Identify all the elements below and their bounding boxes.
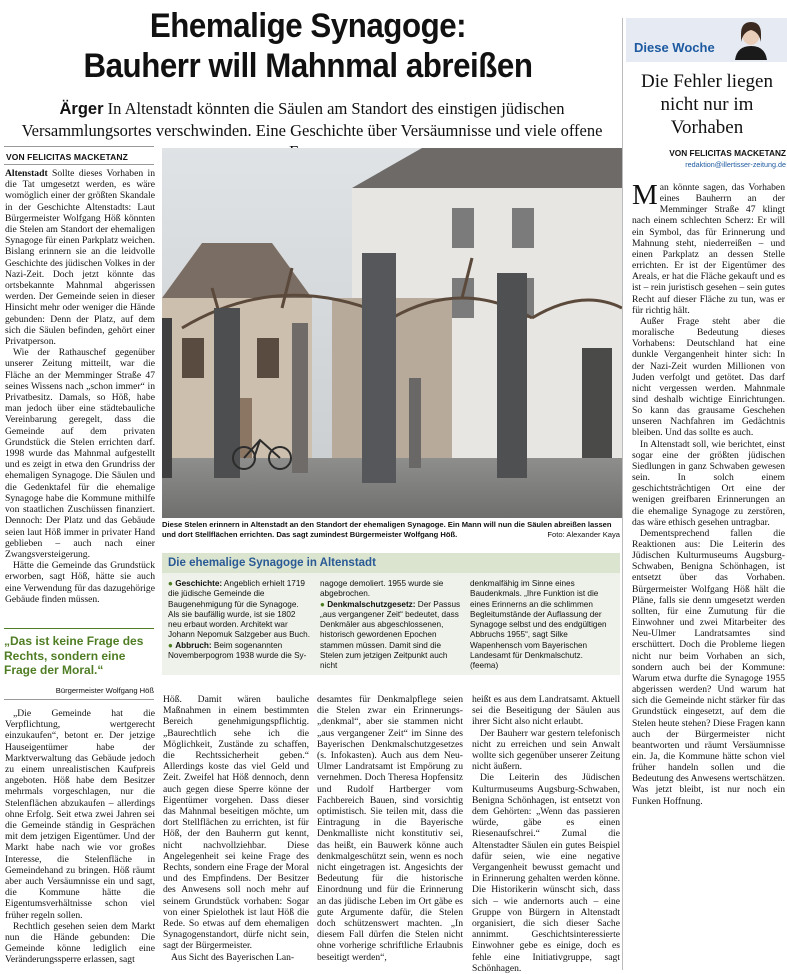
paragraph	[5, 168, 155, 347]
pull-quote-source: Bürgermeister Wolfgang Höß	[55, 685, 154, 695]
headline-line-1: Ehemalige Synagoge:	[149, 7, 467, 45]
article-column-4	[472, 694, 620, 974]
article-photo	[162, 148, 622, 518]
paragraph: „Die Gemeinde hat die Verpflichtung, wertgerecht einzukaufen“, betont er. Der jetzige Hauseigentümer habe der Marktverwaltung das Gebäude jedoch zu einem unrealistischen Kaufpreis angeboten. Höß habe dem Besitzer mehrmals vorgeschlagen, nur die Stelenflächen abzukaufen – allerdings ohne Erfolg. Seit etwa zwei Jahren sei die Gemeinde ständig in Gesprächen mit dem jetzigen Eigentümer. Und der Markt habe nach wie vor großes Interesse, die Stelenfläche in Gemeindehand zu bringen. Höß räumt aber auch Versäumnisse ein und sagt, die Kommune hätte die Eigentumsverhältnisse schon viel früher regeln sollen.	[5, 708, 155, 921]
paragraph: Dementsprechend fallen die Reaktionen aus: Die Leiterin des Jüdischen Kulturmuseums Augsburg-Schwaben, Benigna Schönhagen, ist entsetzt über das Vorhaben. Bürgermeister Wolfgang Höß hält die Pläne, falls sie denn umgesetzt werden sollten, für eine Zumutung für die Einwohner und zwei Mitarbeiter des Neu-Ulmer Landratsamtes sind erschüttert. Doch die Probleme liegen nicht nur beim Vorhaben an sich, sondern auch bei der Kommune: Warum etwa durfte die Synagoge 1955 abgerissen werden? Und warum hat sich die Gemeinde nicht stärker für das Grundstück eingesetzt, auf dem die Stelen heute stehen? Diese Fragen kann auch der Bürgermeister nicht beantworten und räumt Versäumnisse ein. Ja, die Kommune hätte schon viel früher handeln sollen und die Bedeutung des Anwesens wertschätzen. Was jetzt bleibt, ist nur noch ein Funken Hoffnung.	[632, 527, 785, 807]
paragraph: Hätte die Gemeinde das Grundstück erworben, sagt Höß, hätte sie auch eine Verwendung für das dazugehörige Gebäude finden müssen.	[5, 560, 155, 605]
comment-email-link[interactable]: redaktion@illertisser-zeitung.de	[685, 160, 786, 169]
stelen-photo-illustration	[162, 148, 622, 518]
info-box-text: Der Passus „aus vergangener Zeit“ bedeutet, dass Denkmäler aus abgeschlossenen, historisch gewordenen Epochen stammen müssen. Damit sind die Stelen zum jetzigen Zeitpunkt auch nicht	[320, 599, 461, 671]
pull-quote-text: „Das ist keine Frage des Rechts, sondern eine Frage der Moral.“	[4, 634, 144, 677]
info-box-text: nagoge demoliert. 1955 wurde sie abgebrochen.	[320, 579, 444, 599]
info-box-text: Angeblich erhielt 1719 die jüdische Gemeinde die Baugenehmigung für die Synagoge. Als sie baufällig wurde, ist sie 1802 neu erbaut worden. Architekt war Johann Nepomuk Salzgeber aus Buch.	[168, 579, 311, 640]
paragraph: Höß. Damit wären bauliche Maßnahmen in einem bestimmten Bereich genehmigungspflichtig. „Baurechtlich sehe ich die Möglichkeit, Zustände zu schaffen, die Rechtssicherheit geben.“ Allerdings koste das viel Geld und Zeit. Zweifel hat Höß dennoch, denn auch gegen diese Sperre könne der Eigentümer vorgehen. Dass dieser das Mahnmal beseitigen möchte, um dort Stellflächen zu errichten, ist für Höß, der den Bauherrn gut kennt, nicht nachvollziehbar. Diese Angelegenheit sei keine Frage des Rechts, sondern eine Frage der Moral und des Empfindens. Der Besitzer des Anwesens soll noch mehr auf seinem Grundstück vorhaben: Sogar von einer Spielothek ist laut Höß die Rede. So etwas auf dem ehemaligen Synagogenstandort, dürfe nicht sein, sagt der Bürgermeister.	[163, 694, 309, 952]
quote-rule-bottom	[4, 699, 154, 700]
info-box-column-1	[168, 579, 310, 661]
bullet-icon: ●	[320, 599, 325, 609]
byline-rule	[4, 146, 154, 147]
comment-section-label: Diese Woche	[634, 40, 715, 55]
comment-body	[632, 179, 785, 807]
info-box-text: Beim sogenannten Novemberpogrom 1938 wurde die Sy-	[168, 640, 307, 661]
paragraph: Aus Sicht des Bayerischen Lan-	[171, 951, 295, 963]
paragraph-text: Sollte dieses Vorhaben in die Tat umgesetzt werden, es wäre womöglich einer der größten Skandale in der Geschichte Altenstadts: Laut Bürgermeister Wolfgang Höß könnten die Stelen am Standort der ehemaligen Synagoge für einen Parkplatz weichen. Bislang erinnern sie an die leidvolle Geschichte des jüdischen Volkes in der Nazi-Zeit. Doch jetzt könnte das ortsbekannte Mahnmal abgerissen werden. Der Gemeinde seien in dieser Hinsicht mehr oder weniger die Hände gebunden: Denn der Platz, auf dem sich die Säulen befinden, gehört einer Privatperson.	[5, 168, 155, 348]
kicker-lead: Ärger	[59, 100, 104, 118]
author-avatar	[733, 20, 769, 60]
pull-quote	[4, 628, 154, 695]
kicker-line-1: In Altenstadt könnten die Säulen am Standort des einstigen jüdischen	[103, 99, 565, 118]
paragraph: Die Leiterin des Jüdischen Kulturmuseums Augsburg-Schwaben, Benigna Schönhagen, ist entsetzt von dem Gehörten: „Wenn das passieren würde, gäbe es einen Riesenaufschrei.“ Zumal die Altenstadter Säulen ein gutes Beispiel dafür seien, wie eine negative Vergangenheit bewusst gemacht und in Erinnerung gehalten werden könne. Die Historikerin wünscht sich, dass sich – wie andernorts auch – eine Gruppe von Bürgern in Altenstadt organisiert, die sich dieser Sache annimmt. Geschichtsinteressierte Einwohner gebe es einige, doch es fehle eine Initiativgruppe, sagt Schönhagen.	[472, 772, 620, 974]
info-box	[162, 553, 620, 675]
info-box-column-3	[470, 579, 612, 672]
article-byline: VON FELICITAS MACKETANZ	[6, 152, 128, 162]
info-box-title: Die ehemalige Synagoge in Altenstadt	[162, 553, 620, 573]
kicker-line-2: Versammlungsortes verschwinden. Eine Geschichte über Versäumnisse und viele offene	[21, 121, 603, 140]
info-box-heading: Geschichte:	[175, 579, 223, 588]
paragraph	[632, 179, 785, 316]
photo-caption	[162, 520, 620, 540]
paragraph: Der Bauherr war gestern telefonisch nicht zu erreichen und sein Anwalt wollte sich gegenüber unserer Zeitung nicht äußern.	[472, 727, 620, 773]
comment-title: Die Fehler liegen nicht nur im Vorhaben	[641, 71, 773, 138]
dateline: Altenstadt	[5, 168, 48, 179]
sidebar-divider	[622, 18, 623, 970]
paragraph: In Altenstadt soll, wie berichtet, einst sogar eine der größten jüdischen Siedlungen in ganz Schwaben gewesen sein. In solch einem geschichtsträchtigen Ort eine der wenigen greifbaren Erinnerungen an die ehemalige Synagoge zu zerstören, das wäre ethisch gesehen untragbar.	[632, 438, 785, 528]
paragraph: desamtes für Denkmalpflege seien die Stelen zwar ein Erinnerungs-„denkmal“, aber sie stammen nicht „aus vergangener Zeit“ im Sinne des Bayerischen Denkmalschutzgesetzes (s. Infokasten). Auch aus dem Neu-Ulmer Landratsamt ist Empörung zu vernehmen. Doch Theresa Hopfensitz und Rudolf Hartberger vom Fachbereich Bauen, sind vorsichtig optimistisch. Sie teilen mit, dass die Eintragung in die Bayerische Denkmalliste nicht konstitutiv sei, das heißt, ein Bauwerk könne auch denkmalgeschützt sein, wenn es noch nicht eingetragen ist. Angesichts der Bedeutung für die historische Einordnung und für die Erinnerung an das jüdische Leben im Ort gäbe es gute Argumente dafür, die Stelen doch schützenswert machten. „In diesem Fall dürfen die Stelen nicht ohne vorherige schriftliche Erlaubnis beseitigt werden“,	[317, 694, 463, 963]
info-box-column-2	[320, 579, 462, 672]
paragraph: Wie der Rathauschef gegenüber unserer Zeitung mitteilt, war die Fläche an der Memminger Straße 47 seines Wissens nach „schon immer“ in Privatbesitz. Damals, so Höß, habe man jedoch über eine städtebauliche Vereinbarung geregelt, dass die Gemeinde auf dem privaten Grundstück die Stelen errichten darf. 1998 wurde das Mahnmal aufgestellt und es zeigt in etwa den Grundriss der ehemaligen Synagoge. Die Säulen und die Gedenktafel für die ehemalige Synagoge habe die Kommune mithilfe von staatlichen Zuschüssen finanziert. Dennoch: Der Platz und das Gebäude seien laut Höß immer in privater Hand geblieben – auch nach einer Zwangsversteigerung.	[5, 347, 155, 560]
photo-caption-text: Diese Stelen erinnern in Altenstadt an den Standort der ehemaligen Synagoge. Ein Mann will nun die Säulen abreißen lassen und dort Stellflächen errichten. Das sagt zumindest Bürgermeister Wolfgang Höß.	[162, 520, 612, 539]
info-box-heading: Denkmalschutzgesetz:	[327, 599, 416, 609]
headline-line-2: Bauherr will Mahnmal abreißen	[83, 47, 533, 85]
paragraph-text: an könnte sagen, das Vorhaben eines Bauherrn an der Memminger Straße 47 klingt nach einem schlechten Scherz: Er will ein Symbol, das für Erinnerung und Mahnung steht, niederreißen – und einen Parkplatz an dessen Stelle errichten. Er ist der Eigentümer des Areals, er hat die Fläche gekauft und es ist – rein juristisch gesehen – sein gutes Recht auf dieser Fläche zu tun, was er für richtig hält.	[632, 182, 785, 316]
comment-byline: VON FELICITAS MACKETANZ	[669, 148, 786, 158]
paragraph: Rechtlich gesehen seien dem Markt nun die Hände gebunden: Die Gemeinde könne lediglich eine Veränderungssperre erlassen, sagt	[5, 920, 155, 966]
article-column-1-lower	[5, 708, 155, 966]
article-column-1	[5, 168, 155, 605]
info-box-heading: Abbruch:	[175, 640, 212, 650]
article-column-3	[317, 694, 463, 963]
drop-cap: M	[632, 179, 658, 211]
headline	[26, 6, 589, 86]
byline-rule-bottom	[4, 164, 154, 165]
paragraph: heißt es aus dem Landratsamt. Aktuell sei die Beseitigung der Säulen aus ihrer Sicht also nicht erlaubt.	[472, 694, 620, 728]
paragraph: Außer Frage steht aber die moralische Bedeutung dieses Vorhabens: Deutschland hat eine dunkle Vergangenheit hinter sich: In der Nazi-Zeit wurden Millionen von Juden verfolgt und getötet. Das darf nicht vergessen werden. Mahnmale sind deshalb wichtige Einrichtungen. So kann das grausame Geschehen unseren Nachfahren im Gedächtnis bleiben. Und das sollte es auch.	[632, 315, 785, 439]
bullet-icon: ●	[168, 579, 173, 588]
author-portrait-icon	[733, 20, 769, 60]
bullet-icon: ●	[168, 640, 173, 650]
info-box-text: denkmalfähig im Sinne eines Baudenkmals. „Ihre Funktion ist die eines Erinnerns an die schlimmen Begleitumstände der Auflassung der Synagoge selbst und des endgültigen Abbruchs 1955“, sagt Silke Wapenhensch vom Bayerischen Landesamt für Denkmalschutz. (feema)	[470, 579, 607, 671]
article-column-2	[163, 694, 309, 963]
photo-credit: Foto: Alexander Kaya	[547, 530, 620, 539]
